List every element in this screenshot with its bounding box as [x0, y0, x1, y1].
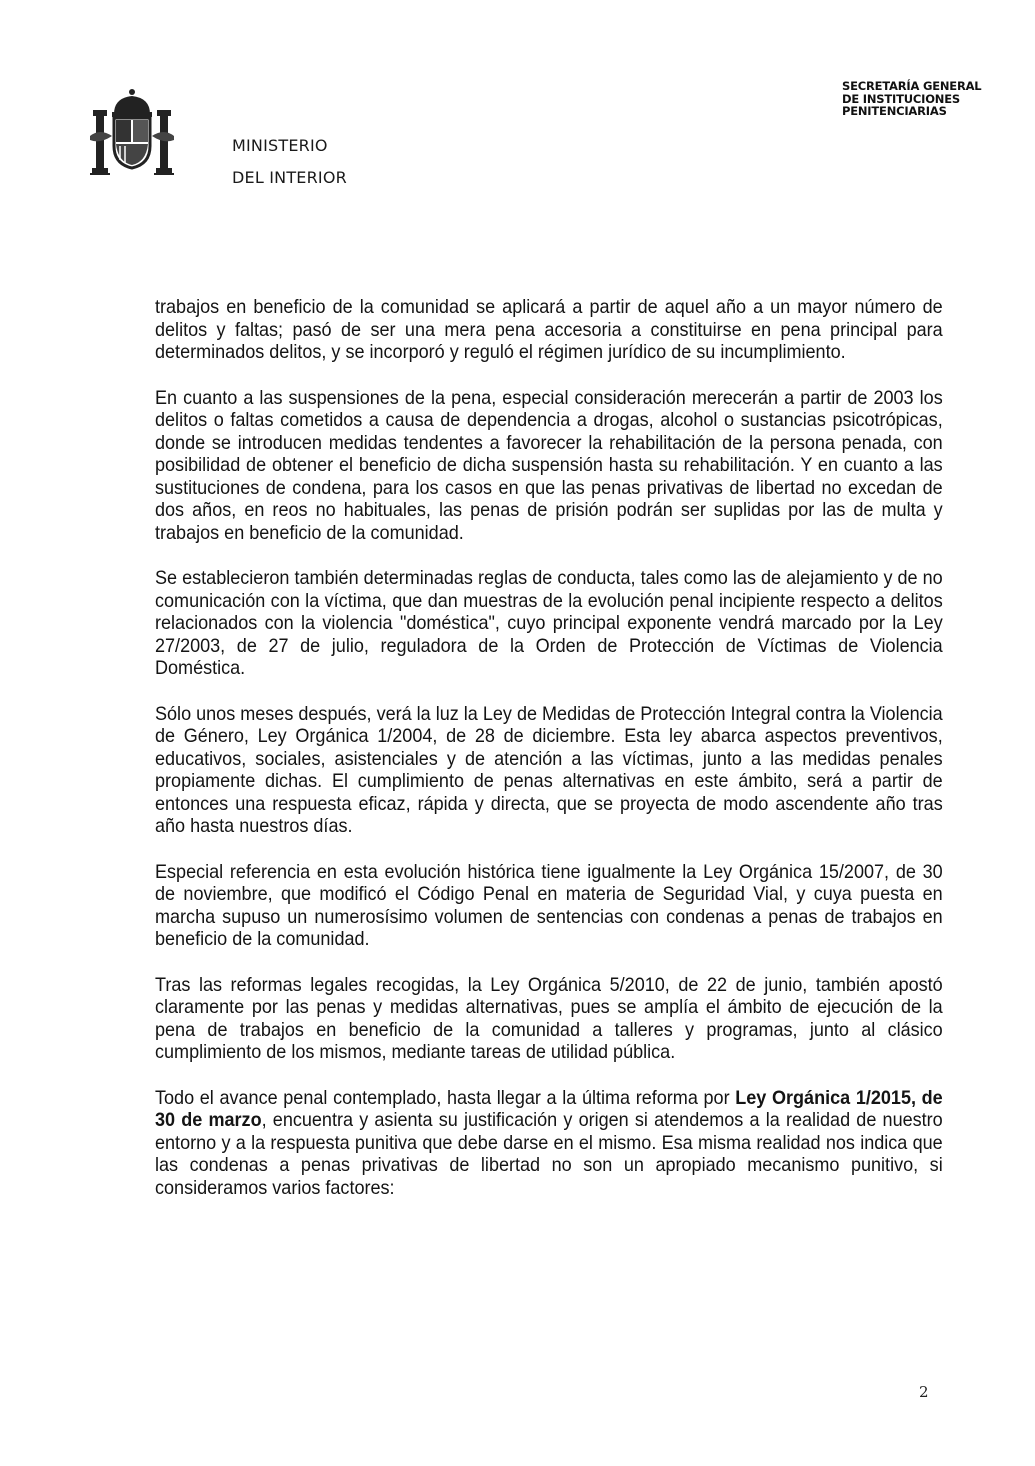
document-body: [155, 296, 943, 1222]
secretaria-line-1: SECRETARÍA GENERAL: [842, 79, 982, 93]
paragraph-final: [155, 1087, 943, 1200]
paragraph: Especial referencia en esta evolución histórica tiene igualmente la Ley Orgánica 15/2007, de 30 de noviembre, que modificó el Código Penal en materia de Seguridad Vial, y cuya puesta en marcha supuso un numerosísimo volumen de sentencias con condenas a penas de trabajos en beneficio de la comunidad.: [155, 860, 943, 950]
secretaria-line-2: DE INSTITUCIONES: [842, 91, 960, 106]
paragraph: En cuanto a las suspensiones de la pena, especial consideración merecerán a partir de 2003 los delitos o faltas cometidos a causa de dependencia a drogas, alcohol o sustancias psicotrópicas, donde se introducen medidas tendentes a favorecer la rehabilitación de la persona penada, con posibilidad de obtener el beneficio de dicha suspensión hasta su rehabilitación. Y en cuanto a las sustituciones de condena, para los casos en que las penas privativas de libertad no excedan de dos años, en reos no habituales, las penas de prisión podrán ser suplidas por las de multa y trabajos en beneficio de la comunidad.: [155, 386, 943, 544]
ministry-line-2: DEL INTERIOR: [232, 168, 347, 187]
paragraph: Se establecieron también determinadas reglas de conducta, tales como las de alejamiento y de no comunicación con la víctima, que dan muestras de la evolución penal incipiente respecto a delitos relacionados con la violencia "doméstica", cuyo principal exponente vendrá marcado por la Ley 27/2003, de 27 de julio, reguladora de la Orden de Protección de Víctimas de Violencia Doméstica.: [155, 567, 943, 679]
secretaria-name: [842, 80, 981, 118]
coat-of-arms-spain-icon: [84, 84, 180, 180]
page-number: 2: [919, 1383, 929, 1401]
ministry-line-1: MINISTERIO: [232, 136, 328, 155]
paragraph: Tras las reformas legales recogidas, la Ley Orgánica 5/2010, de 22 de junio, también apostó claramente por las penas y medidas alternativas, pues se amplía el ámbito de ejecución de la pena de trabajos en beneficio de la comunidad a talleres y programas, junto al clásico cumplimiento de los mismos, mediante tareas de utilidad pública.: [155, 973, 943, 1063]
ministry-name: [232, 130, 347, 194]
paragraph-text: , encuentra y asienta su justificación y origen si atendemos a la realidad de nuestro entorno y a la respuesta punitiva que debe darse en el mismo. Esa misma realidad nos indica que las condenas a penas privativas de libertad no son un apropiado mecanismo punitivo, si consideramos varios factores:: [155, 1109, 943, 1199]
secretaria-line-3: PENITENCIARIAS: [842, 104, 947, 118]
paragraph: trabajos en beneficio de la comunidad se aplicará a partir de aquel año a un mayor número de delitos y faltas; pasó de ser una mera pena accesoria a constituirse en pena principal para determinados delitos, y se incorporó y reguló el régimen jurídico de su incumplimiento.: [155, 296, 943, 363]
paragraph-text: Todo el avance penal contemplado, hasta llegar a la última reforma por: [155, 1086, 736, 1109]
law-reference-bold: Ley Orgánica 1/2015, de 30 de marzo: [155, 1086, 943, 1131]
paragraph: Sólo unos meses después, verá la luz la Ley de Medidas de Protección Integral contra la Violencia de Género, Ley Orgánica 1/2004, de 28 de diciembre. Esta ley abarca aspectos preventivos, educativos, sociales, asistenciales y de atención a las víctimas, junto a las medidas penales propiamente dichas. El cumplimiento de penas alternativas en este ámbito, será a partir de entonces una respuesta eficaz, rápida y directa, que se proyecta de modo ascendente año tras año hasta nuestros días.: [155, 702, 943, 837]
